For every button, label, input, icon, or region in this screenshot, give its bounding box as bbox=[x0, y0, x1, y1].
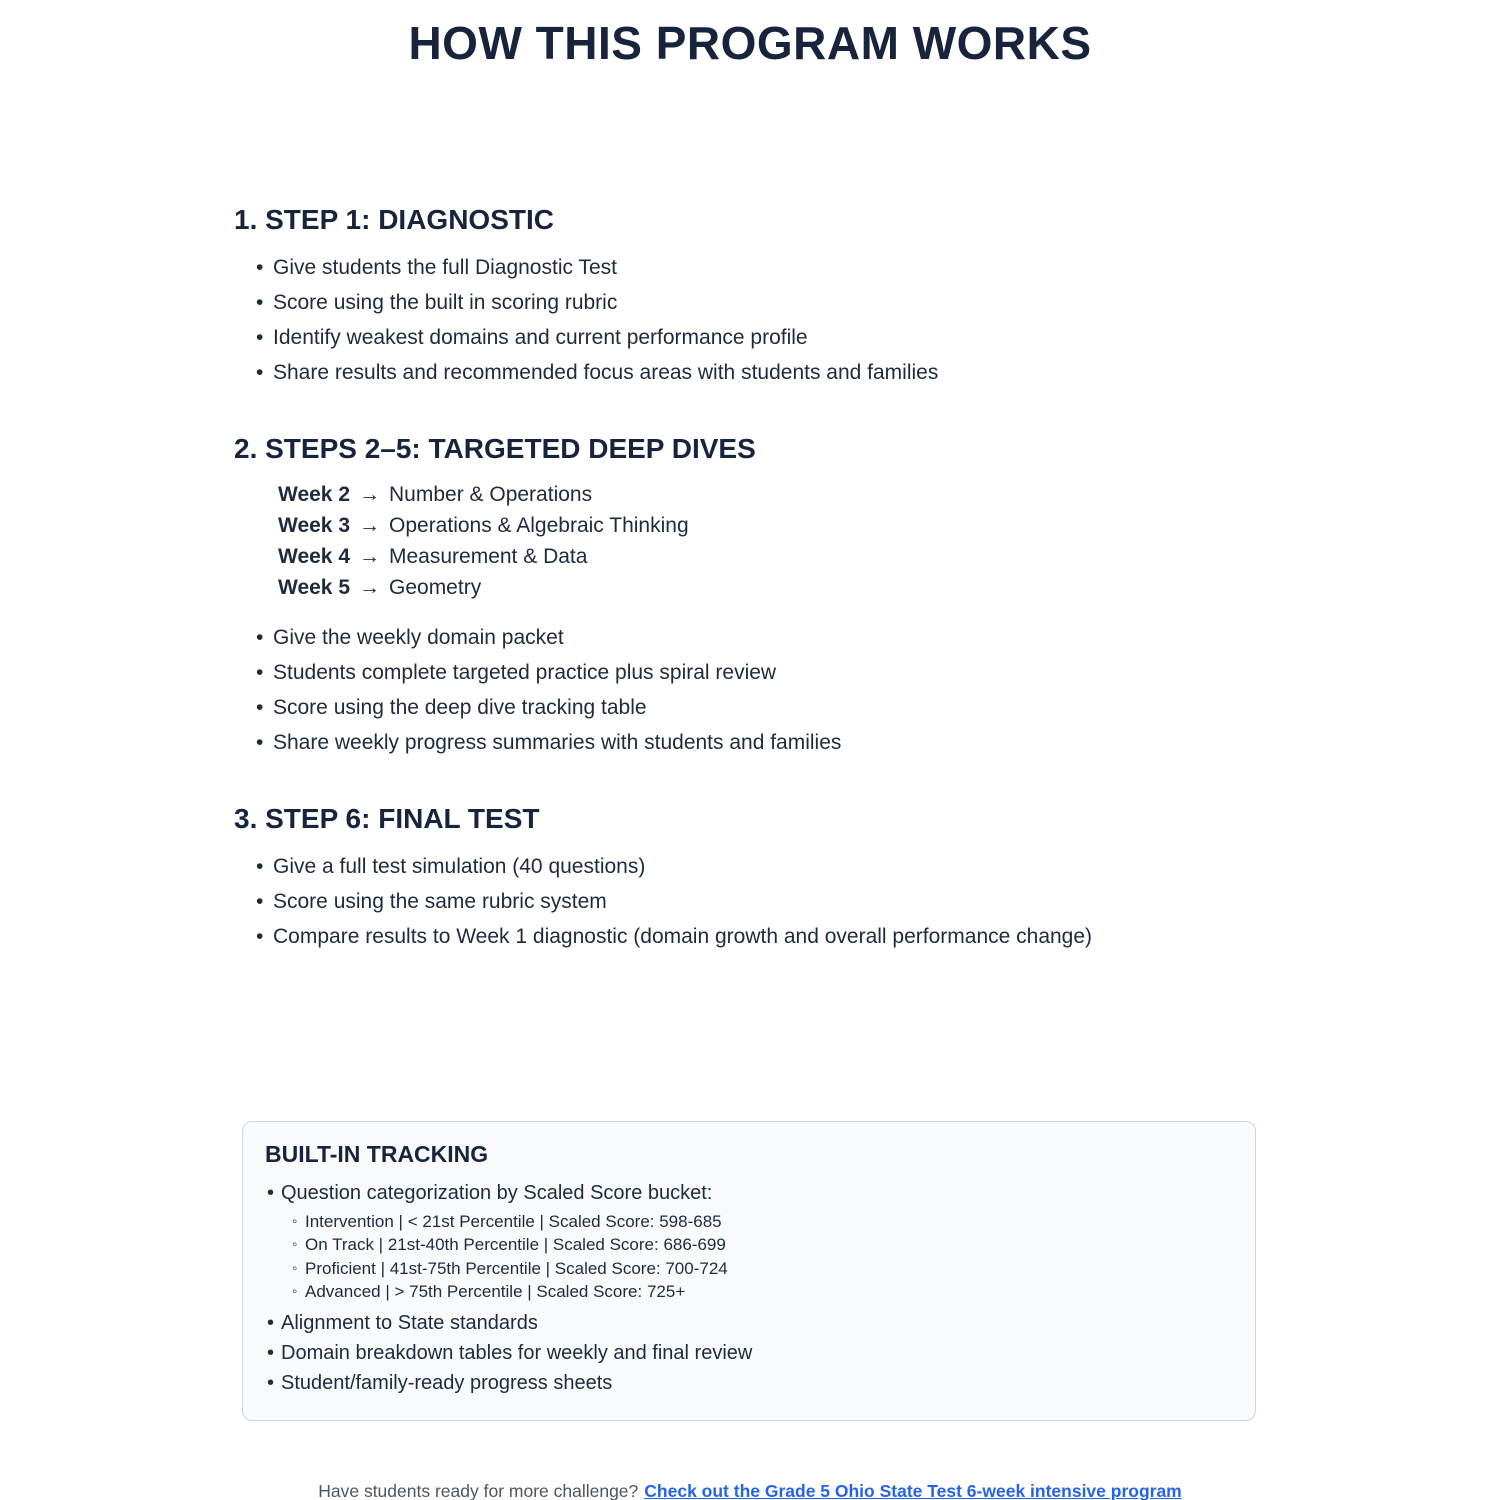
bullet-item: • Student/family-ready progress sheets bbox=[281, 1368, 1231, 1398]
arrow-icon: → bbox=[359, 545, 380, 569]
week-line bbox=[278, 541, 1280, 572]
week-line bbox=[278, 479, 1280, 510]
bullet-item: • Score using the built in scoring rubric bbox=[273, 285, 1280, 320]
section-step-6-final-test bbox=[234, 802, 1280, 954]
bullet-item: • Identify weakest domains and current performance profile bbox=[273, 320, 1280, 355]
built-in-tracking-panel bbox=[242, 1121, 1256, 1421]
week-schedule bbox=[278, 479, 1280, 603]
week-topic: Operations & Algebraic Thinking bbox=[389, 514, 689, 538]
arrow-icon: → bbox=[359, 514, 380, 538]
bullet-item bbox=[281, 1178, 1231, 1304]
bullet-item: • Share results and recommended focus areas with students and families bbox=[273, 355, 1280, 390]
bullet-item: • Alignment to State standards bbox=[281, 1308, 1231, 1338]
bullet-item: • Domain breakdown tables for weekly and final review bbox=[281, 1338, 1231, 1368]
bullet-item: • Students complete targeted practice plus spiral review bbox=[273, 655, 1280, 690]
footer-prompt-text: Have students ready for more challenge? bbox=[318, 1480, 639, 1500]
bullet-list bbox=[234, 250, 1280, 390]
score-bucket-list bbox=[281, 1210, 1231, 1304]
week-topic: Number & Operations bbox=[389, 483, 593, 507]
score-bucket-intervention: ◦ Intervention | < 21st Percentile | Scaled Score: 598-685 bbox=[305, 1210, 1231, 1234]
section-heading: 3. STEP 6: FINAL TEST bbox=[234, 803, 540, 835]
week-label: Week 3 bbox=[278, 514, 350, 538]
section-step-1-diagnostic bbox=[234, 203, 1280, 390]
week-line bbox=[278, 572, 1280, 603]
tracking-bullet-list bbox=[265, 1178, 1231, 1398]
section-heading: 2. STEPS 2–5: TARGETED DEEP DIVES bbox=[234, 432, 756, 464]
week-label: Week 4 bbox=[278, 545, 350, 569]
bullet-item: • Share weekly progress summaries with students and families bbox=[273, 725, 1280, 760]
tracking-panel-heading: BUILT-IN TRACKING bbox=[265, 1140, 489, 1167]
section-steps-2-5-deep-dives bbox=[234, 432, 1280, 761]
sections-container bbox=[234, 203, 1280, 954]
week-line bbox=[278, 510, 1280, 541]
bullet-list bbox=[234, 849, 1280, 954]
footer bbox=[0, 1479, 1500, 1500]
arrow-icon: → bbox=[359, 576, 380, 600]
bullet-item: • Give students the full Diagnostic Test bbox=[273, 250, 1280, 285]
bullet-list bbox=[234, 620, 1280, 760]
week-topic: Geometry bbox=[389, 576, 482, 600]
bucket-intro-text: Question categorization by Scaled Score bucket: bbox=[281, 1181, 713, 1204]
arrow-icon: → bbox=[359, 483, 380, 507]
score-bucket-on-track: ◦ On Track | 21st-40th Percentile | Scaled Score: 686-699 bbox=[305, 1233, 1231, 1257]
week-topic: Measurement & Data bbox=[389, 545, 588, 569]
score-bucket-proficient: ◦ Proficient | 41st-75th Percentile | Scaled Score: 700-724 bbox=[305, 1257, 1231, 1281]
score-bucket-advanced: ◦ Advanced | > 75th Percentile | Scaled Score: 725+ bbox=[305, 1280, 1231, 1304]
bullet-item: • Score using the same rubric system bbox=[273, 884, 1280, 919]
bullet-item: • Give the weekly domain packet bbox=[273, 620, 1280, 655]
bullet-item: • Compare results to Week 1 diagnostic (domain growth and overall performance change) bbox=[273, 919, 1280, 954]
bullet-item: • Score using the deep dive tracking table bbox=[273, 690, 1280, 725]
bullet-item: • Give a full test simulation (40 questions) bbox=[273, 849, 1280, 884]
page-title: HOW THIS PROGRAM WORKS bbox=[408, 17, 1092, 69]
week-label: Week 5 bbox=[278, 576, 350, 600]
section-heading: 1. STEP 1: DIAGNOSTIC bbox=[234, 204, 554, 235]
intensive-program-link[interactable]: Check out the Grade 5 Ohio State Test 6-week intensive program bbox=[644, 1480, 1182, 1500]
week-label: Week 2 bbox=[278, 483, 350, 507]
